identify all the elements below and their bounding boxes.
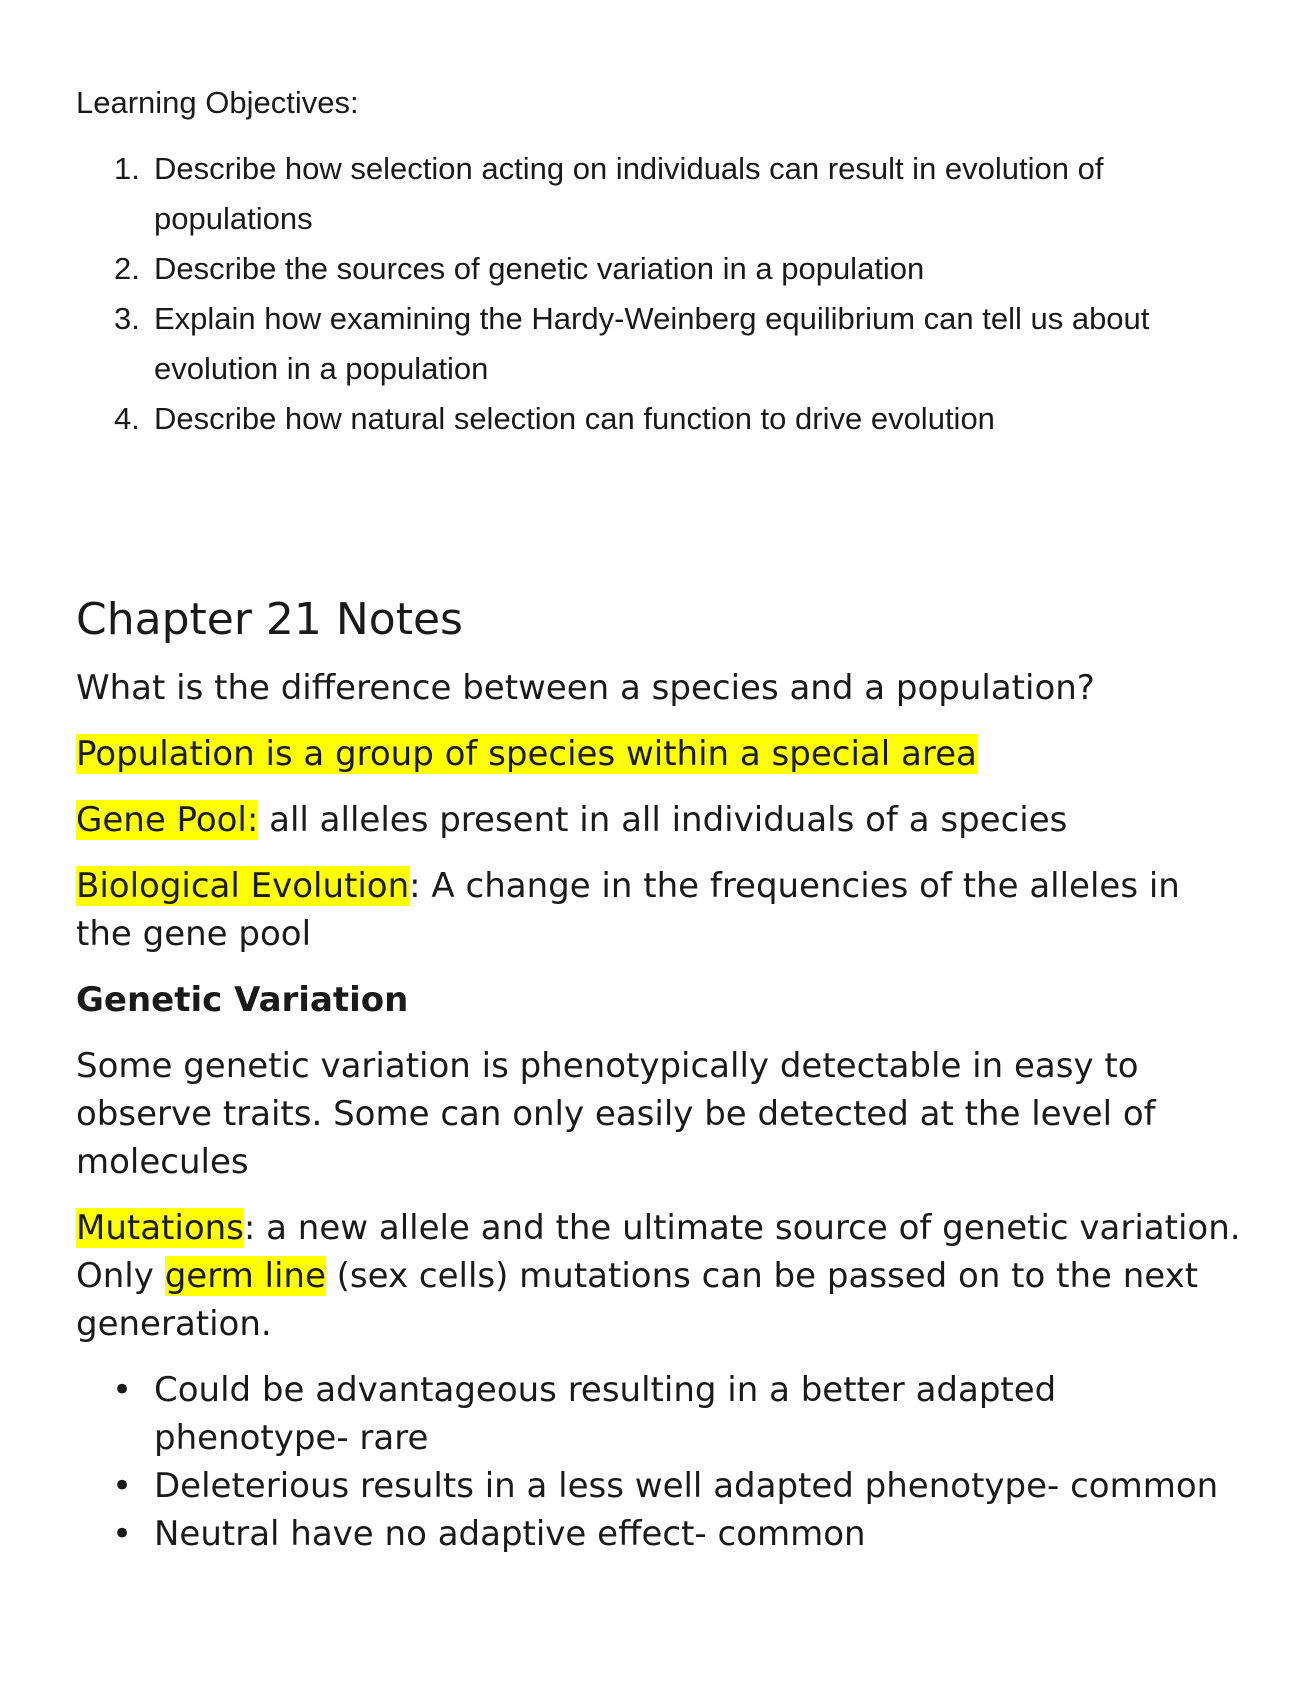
mutations-text-1: : a new allele and the ultimate source of genetic variation. Only <box>76 1208 1241 1296</box>
biological-evolution-term: Biological Evolution <box>76 866 410 906</box>
list-item-text: Neutral have no adaptive effect- common <box>154 1514 866 1554</box>
objectives-heading: Learning Objectives: <box>76 85 359 120</box>
germ-line-term: germ line <box>164 1256 326 1296</box>
gene-pool-definition: all alleles present in all individuals of a species <box>258 800 1068 840</box>
mutations-term: Mutations <box>76 1208 244 1248</box>
bullet-icon: • <box>112 1514 133 1554</box>
chapter-title: Chapter 21 Notes <box>76 594 463 645</box>
biological-evolution-definition: : A change in the frequencies of the alleles in the gene pool <box>76 866 1180 954</box>
objective-text: Describe how selection acting on individuals can result in evolution of populations <box>154 151 1104 236</box>
list-item <box>76 1366 1246 1462</box>
gene-pool-paragraph <box>76 796 1246 844</box>
bullet-icon: • <box>112 1370 133 1410</box>
objectives-list <box>76 144 1236 444</box>
objective-text: Explain how examining the Hardy-Weinberg equilibrium can tell us about evolution in a population <box>154 301 1150 386</box>
objective-text: Describe how natural selection can function to drive evolution <box>154 401 995 436</box>
objective-item <box>76 244 1236 294</box>
biological-evolution-paragraph <box>76 862 1246 958</box>
genetic-variation-heading: Genetic Variation <box>76 980 409 1020</box>
population-answer-paragraph <box>76 730 1246 778</box>
bullet-icon: • <box>112 1466 133 1506</box>
list-item <box>76 1462 1246 1510</box>
objective-number: 3. <box>114 301 140 336</box>
genetic-variation-paragraph: Some genetic variation is phenotypically detectable in easy to observe traits. Some can only easily be detected at the level of molecules <box>76 1046 1156 1182</box>
objective-item <box>76 294 1236 394</box>
question-paragraph: What is the difference between a species and a population? <box>76 668 1095 708</box>
objective-number: 2. <box>114 251 140 286</box>
objective-text: Describe the sources of genetic variation in a population <box>154 251 925 286</box>
objective-item <box>76 394 1236 444</box>
mutations-text-2: (sex cells) mutations can be passed on to the next generation. <box>76 1256 1199 1344</box>
list-item <box>76 1510 1246 1558</box>
gene-pool-term: Gene Pool: <box>76 800 259 840</box>
highlighted-text: Population is a group of species within a special area <box>76 734 977 774</box>
list-item-text: Deleterious results in a less well adapted phenotype- common <box>154 1466 1219 1506</box>
objective-item <box>76 144 1236 244</box>
list-item-text: Could be advantageous resulting in a better adapted phenotype- rare <box>154 1370 1057 1458</box>
objective-number: 4. <box>114 401 140 436</box>
chapter-notes <box>76 590 1246 1558</box>
learning-objectives <box>76 78 1236 444</box>
objective-number: 1. <box>114 151 140 186</box>
mutation-effects-list <box>76 1366 1246 1558</box>
mutations-paragraph <box>76 1204 1246 1348</box>
